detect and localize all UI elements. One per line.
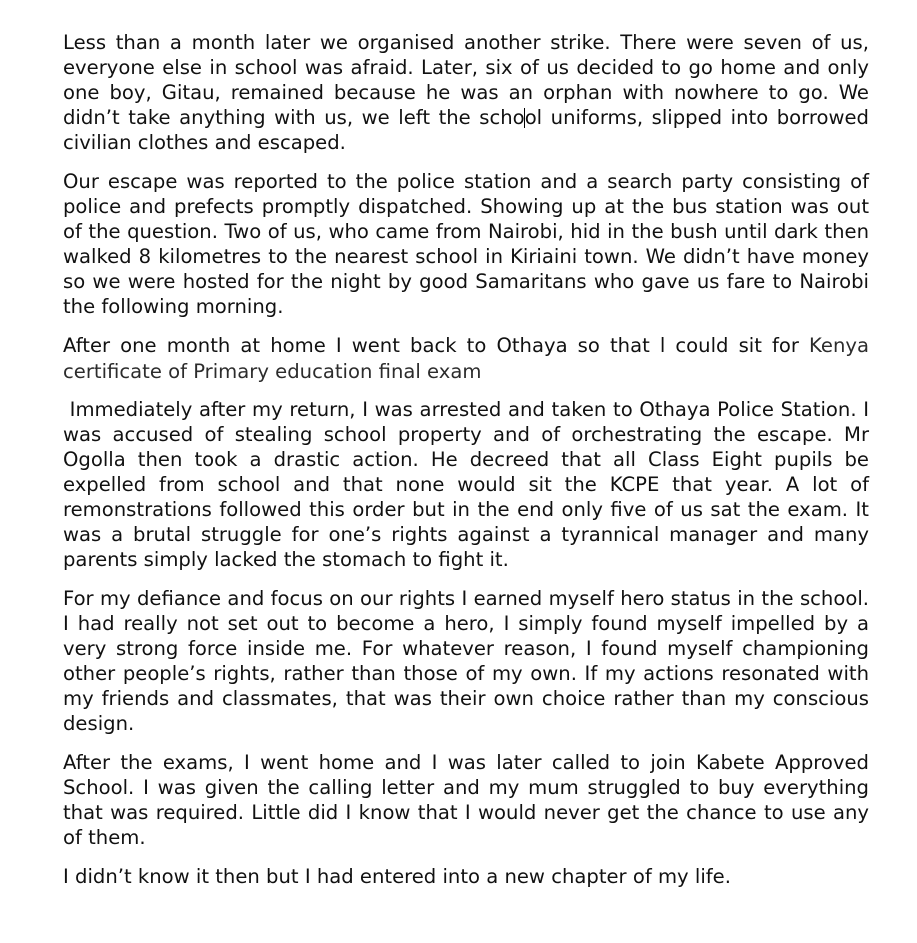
paragraph-return-text: After one month at home I went back to Othaya so that l could sit for (63, 334, 810, 357)
document-body[interactable] (63, 30, 876, 903)
paragraph-arrest: Immediately after my return, I was arrested and taken to Othaya Police Station. I was accused of stealing school property and of orchestrating the escape. Mr Ogolla then took a drastic action. He decreed that all Class Eight pupils be expelled from school and that none would sit the KCPE that year. A lot of remonstrations followed this order but in the end only five of us sat the exam. It was a brutal struggle for one’s rights against a tyrannical manager and many parents simply lacked the stomach to fight it. (63, 398, 876, 571)
paragraph-strike-text-start: Less than a month later we organised another strike. There were seven of us, everyone else in school was afraid. Later, six of us decided to go home and only one boy, Gitau, remained because he was an orphan with nowhere to go. We didn’t take anything with us, we left the scho (63, 31, 869, 129)
paragraph-hero: For my defiance and focus on our rights I earned myself hero status in the school. I had really not set out to become a hero, I simply found myself impelled by a very strong force inside me. For whatever reason, I found myself championing other people’s rights, rather than those of my own. If my actions resonated with my friends and classmates, that was their own choice rather than my conscious design. (63, 587, 869, 735)
exam-name-text: Kenya certificate of Primary education final exam (63, 334, 869, 383)
paragraph-strike-text-end: ol uniforms, slipped into borrowed civilian clothes and escaped. (63, 106, 869, 154)
paragraph-escape: Our escape was reported to the police station and a search party consisting of police and prefects promptly dispatched. Showing up at the bus station was out of the question. Two of us, who came from Nairobi, hid in the bush until dark then walked 8 kilometres to the nearest school in Kiriaini town. We didn’t have money so we were hosted for the night by good Samaritans who gave us fare to Nairobi the following morning. (63, 170, 869, 318)
paragraph-return (63, 333, 869, 385)
paragraph-kabete: After the exams, I went home and I was later called to join Kabete Approved School. I was given the calling letter and my mum struggled to buy everything that was required. Little did I know that I would never get the chance to use any of them. (63, 751, 869, 849)
paragraph-strike (63, 30, 869, 155)
paragraph-chapter: I didn’t know it then but I had entered into a new chapter of my life. (63, 865, 731, 888)
